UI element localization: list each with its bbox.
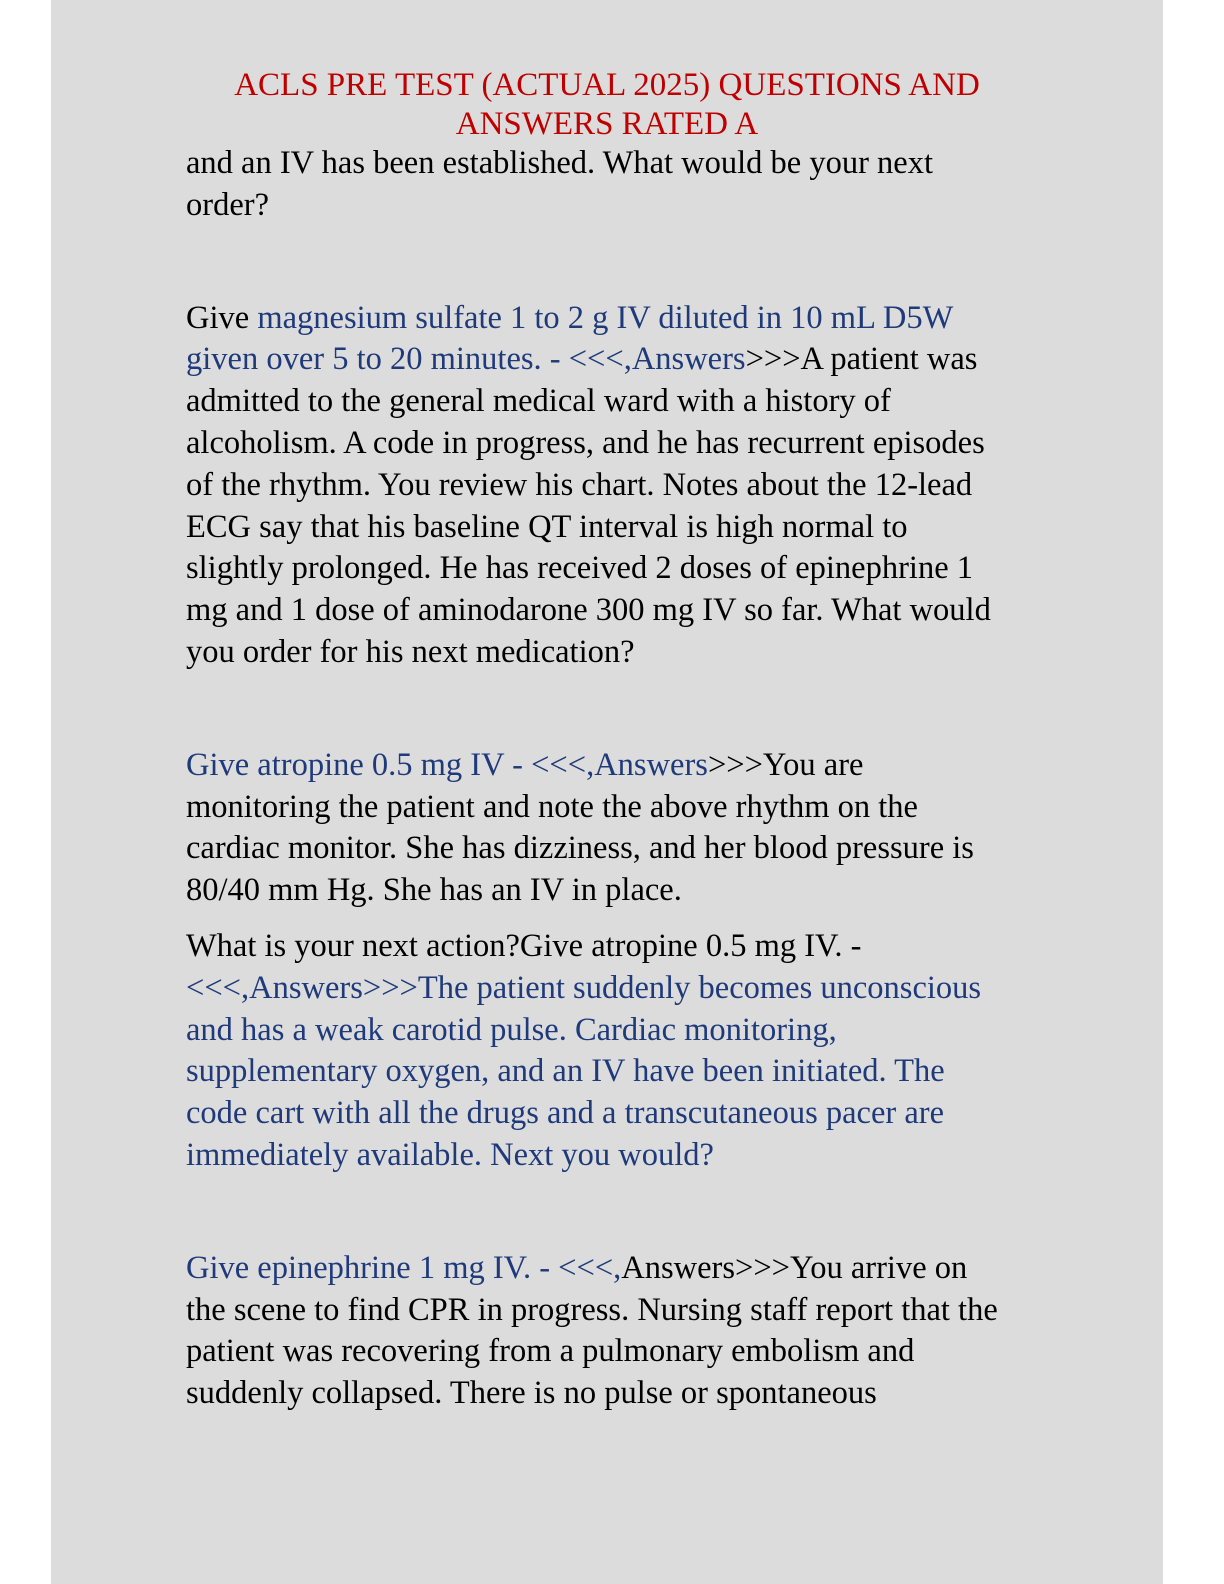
text-line: admitted to the general medical ward with a history of (186, 383, 891, 420)
document-body (186, 143, 1046, 1415)
answer-text: magnesium sulfate 1 to 2 g IV diluted in 10 mL D5W (257, 299, 954, 336)
text-line: cardiac monitor. She has dizziness, and her blood pressure is (186, 830, 974, 867)
text-line: 80/40 mm Hg. She has an IV in place. (186, 872, 682, 909)
title-line-2: ANSWERS RATED A (455, 106, 759, 142)
paragraph-1 (186, 143, 1046, 227)
text-line (186, 968, 1046, 1010)
answer-text: Give epinephrine 1 mg IV. - <<<, (186, 1249, 622, 1286)
text-line: monitoring the patient and note the above rhythm on the (186, 788, 918, 825)
document-title (51, 66, 1163, 144)
text-line (186, 298, 1046, 340)
text-fragment: Give (186, 299, 258, 336)
answer-line: supplementary oxygen, and an IV have been initiated. The (186, 1053, 945, 1090)
text-line (186, 1248, 1046, 1290)
answer-line: immediately available. Next you would? (186, 1136, 714, 1173)
paragraph-4 (186, 926, 1046, 1177)
answer-line: code cart with all the drugs and a transcutaneous pacer are (186, 1095, 944, 1132)
document-page (51, 0, 1163, 1584)
paragraph-2 (186, 298, 1046, 674)
answer-text: <<<,Answers (186, 969, 363, 1006)
text-line: of the rhythm. You review his chart. Notes about the 12-lead (186, 466, 973, 503)
text-line: patient was recovering from a pulmonary embolism and (186, 1333, 915, 1370)
text-line: ECG say that his baseline QT interval is high normal to (186, 508, 908, 545)
text-line: you order for his next medication? (186, 633, 635, 670)
text-line: alcoholism. A code in progress, and he has recurrent episodes (186, 424, 985, 461)
text-line: the scene to find CPR in progress. Nursing staff report that the (186, 1291, 998, 1328)
text-fragment: >>>A patient was (745, 341, 978, 378)
text-line (186, 339, 1046, 381)
answer-line: and has a weak carotid pulse. Cardiac monitoring, (186, 1011, 837, 1048)
paragraph-3 (186, 745, 1046, 912)
answer-text: >>>The patient suddenly becomes unconscious (362, 969, 982, 1006)
text-line: mg and 1 dose of aminodarone 300 mg IV so far. What would (186, 592, 991, 629)
text-line: order? (186, 186, 269, 223)
title-line-1: ACLS PRE TEST (ACTUAL 2025) QUESTIONS AND (234, 67, 980, 103)
text-fragment: Answers>>>You arrive on (621, 1249, 968, 1286)
paragraph-5 (186, 1248, 1046, 1415)
answer-text: given over 5 to 20 minutes. - <<<,Answers (186, 341, 746, 378)
text-line: suddenly collapsed. There is no pulse or spontaneous (186, 1375, 877, 1412)
answer-text: Give atropine 0.5 mg IV - <<<,Answers (186, 746, 708, 783)
text-line: and an IV has been established. What would be your next (186, 145, 934, 181)
text-line: slightly prolonged. He has received 2 doses of epinephrine 1 (186, 550, 974, 587)
text-line (186, 745, 1046, 787)
text-line: What is your next action?Give atropine 0.5 mg IV. - (186, 927, 862, 964)
text-fragment: >>>You are (707, 746, 864, 783)
